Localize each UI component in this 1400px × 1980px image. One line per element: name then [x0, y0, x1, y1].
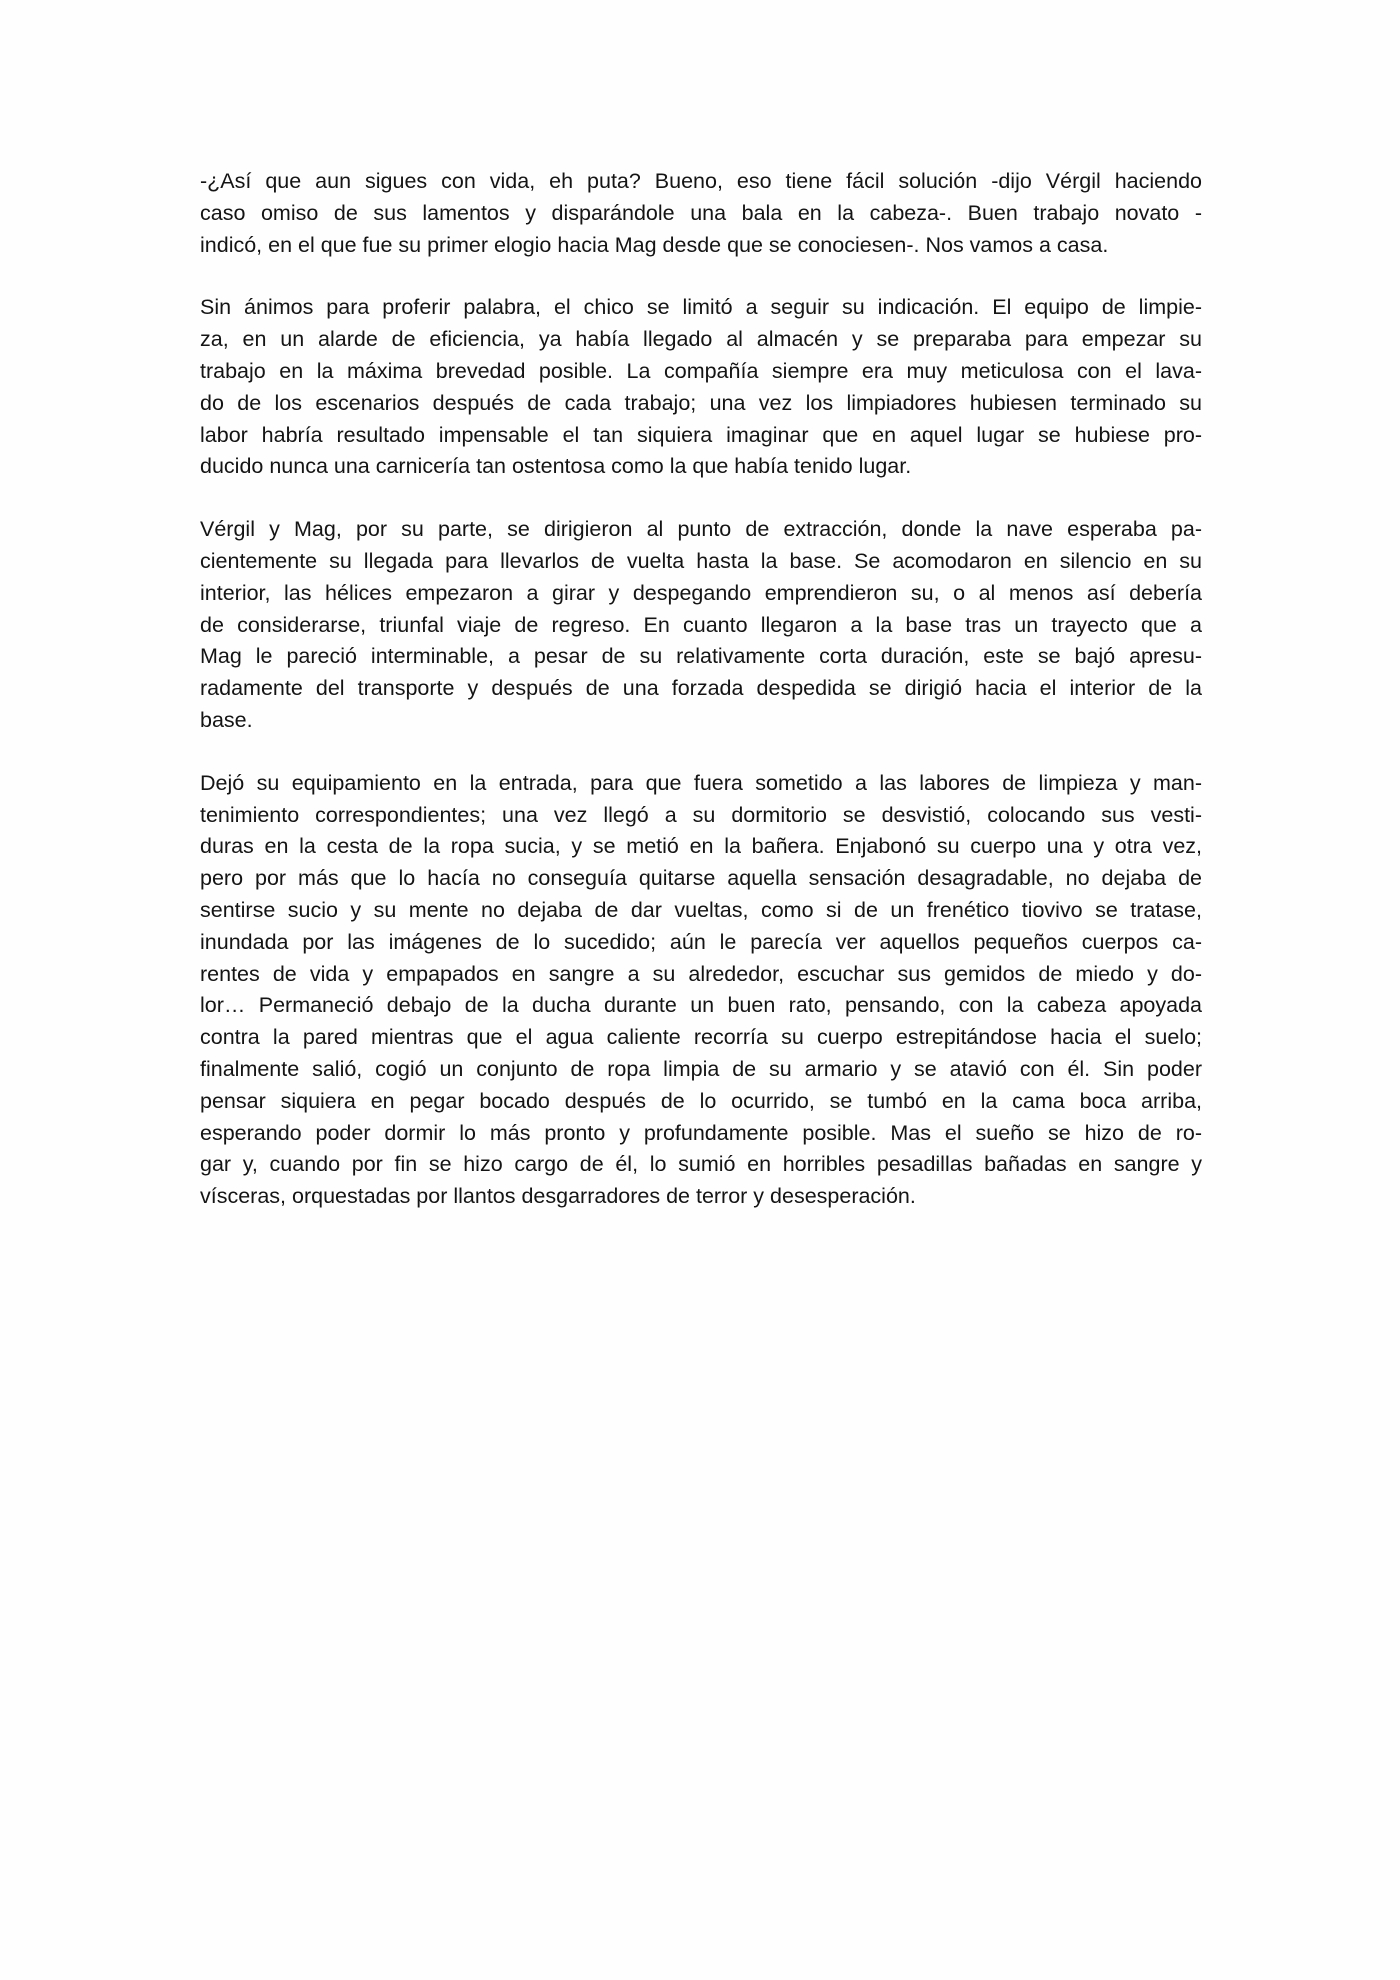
text-line: -¿Así que aun sigues con vida, eh puta? Bueno, eso tiene fácil solución -dijo Vérgil haciendo — [200, 169, 1202, 193]
text-line: duras en la cesta de la ropa sucia, y se metió en la bañera. Enjabonó su cuerpo una y otra vez, — [200, 834, 1202, 859]
text-line: lor… Permaneció debajo de la ducha durante un buen rato, pensando, con la cabeza apoyada — [200, 993, 1202, 1018]
paragraph-4 — [200, 768, 1202, 1213]
text-line: interior, las hélices empezaron a girar y despegando emprendieron su, o al menos así debería — [200, 580, 1202, 605]
text-line: pensar siquiera en pegar bocado después de lo ocurrido, se tumbó en la cama boca arriba, — [200, 1088, 1202, 1113]
document-body — [200, 166, 1202, 1244]
text-line: Vérgil y Mag, por su parte, se dirigieron al punto de extracción, donde la nave esperaba pa- — [200, 517, 1202, 542]
text-line: cientemente su llegada para llevarlos de vuelta hasta la base. Se acomodaron en silencio en su — [200, 548, 1202, 573]
paragraph-2 — [200, 292, 1202, 483]
text-line: Dejó su equipamiento en la entrada, para que fuera sometido a las labores de limpieza y man- — [200, 770, 1202, 795]
paragraph-1 — [200, 166, 1202, 261]
text-line: caso omiso de sus lamentos y disparándole una bala en la cabeza-. Buen trabajo novato - — [200, 200, 1202, 225]
text-line: finalmente salió, cogió un conjunto de ropa limpia de su armario y se atavió con él. Sin poder — [200, 1056, 1202, 1081]
text-line: za, en un alarde de eficiencia, ya había llegado al almacén y se preparaba para empezar su — [200, 327, 1202, 352]
text-line: rentes de vida y empapados en sangre a su alrededor, escuchar sus gemidos de miedo y do- — [200, 961, 1202, 986]
text-line: Sin ánimos para proferir palabra, el chico se limitó a seguir su indicación. El equipo de limpie- — [200, 295, 1202, 320]
text-line: sentirse sucio y su mente no dejaba de dar vueltas, como si de un frenético tiovivo se tratase, — [200, 897, 1202, 922]
text-line: contra la pared mientras que el agua caliente recorría su cuerpo estrepitándose hacia el suelo; — [200, 1025, 1202, 1050]
text-line: inundada por las imágenes de lo sucedido; aún le parecía ver aquellos pequeños cuerpos ca- — [200, 929, 1202, 954]
text-line: trabajo en la máxima brevedad posible. La compañía siempre era muy meticulosa con el lava- — [200, 358, 1202, 383]
text-line: ducido nunca una carnicería tan ostentosa como la que había tenido lugar. — [200, 454, 912, 479]
text-line: do de los escenarios después de cada trabajo; una vez los limpiadores hubiesen terminado su — [200, 390, 1202, 415]
text-line: esperando poder dormir lo más pronto y profundamente posible. Mas el sueño se hizo de ro- — [200, 1120, 1202, 1145]
text-line: pero por más que lo hacía no conseguía quitarse aquella sensación desagradable, no dejaba de — [200, 866, 1202, 891]
text-line: tenimiento correspondientes; una vez llegó a su dormitorio se desvistió, colocando sus vesti- — [200, 802, 1202, 827]
text-line: labor habría resultado impensable el tan siquiera imaginar que en aquel lugar se hubiese pro- — [200, 422, 1202, 447]
text-line: de considerarse, triunfal viaje de regreso. En cuanto llegaron a la base tras un trayecto que a — [200, 612, 1202, 637]
paragraph-3 — [200, 514, 1202, 737]
text-line: indicó, en el que fue su primer elogio hacia Mag desde que se conociesen-. Nos vamos a casa. — [200, 232, 1109, 257]
text-line: gar y, cuando por fin se hizo cargo de él, lo sumió en horribles pesadillas bañadas en sangre y — [200, 1152, 1202, 1177]
text-line: base. — [200, 707, 253, 732]
text-line: vísceras, orquestadas por llantos desgarradores de terror y desesperación. — [200, 1184, 916, 1209]
text-line: Mag le pareció interminable, a pesar de su relativamente corta duración, este se bajó apresu- — [200, 644, 1202, 669]
text-line: radamente del transporte y después de una forzada despedida se dirigió hacia el interior de la — [200, 676, 1202, 701]
